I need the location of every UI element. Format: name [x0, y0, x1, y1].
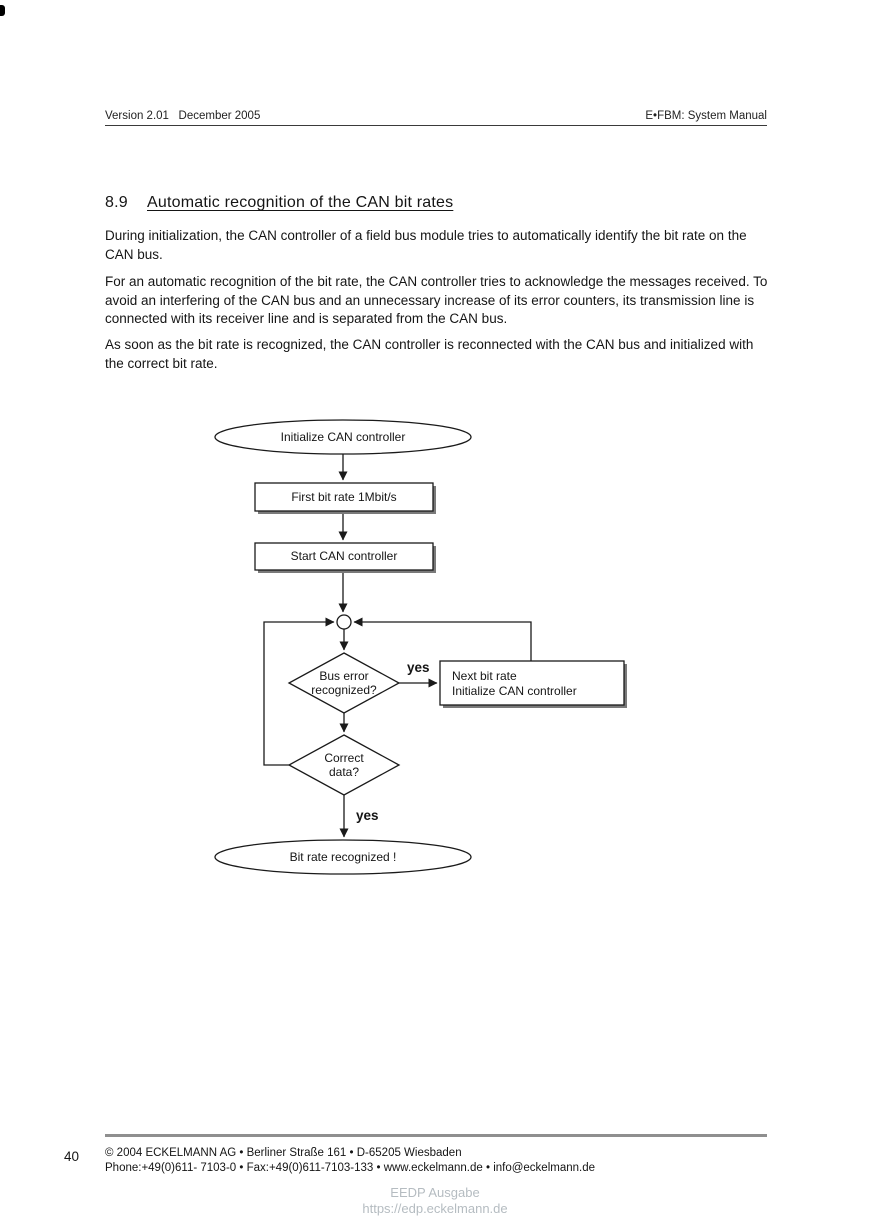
decision1-label-line1: Bus error — [319, 669, 369, 683]
section-title: Automatic recognition of the CAN bit rates — [147, 194, 454, 211]
decision1-label-line2: recognized? — [311, 683, 377, 697]
loop-nextbitrate-to-junction — [354, 622, 531, 661]
end-terminator-label: Bit rate recognized ! — [289, 850, 397, 864]
decision2-label-line2: data? — [328, 765, 360, 779]
footer-contact-line: Phone:+49(0)611- 7103-0 • Fax:+49(0)611-7103-133 • www.eckelmann.de • info@eckelmann.de — [105, 1162, 596, 1174]
footer-text — [105, 1146, 595, 1176]
step1-label: First bit rate 1Mbit/s — [291, 490, 397, 504]
decision2-yes-label: yes — [356, 808, 379, 823]
step2-label: Start CAN controller — [290, 549, 398, 563]
footer-rule — [105, 1134, 767, 1137]
section-number: 8.9 — [105, 194, 128, 211]
start-terminator-label: Initialize CAN controller — [280, 430, 406, 444]
header-version-date: Version 2.01 December 2005 — [105, 110, 261, 122]
watermark — [0, 1185, 870, 1216]
decision2-label-line1: Correct — [324, 751, 364, 765]
watermark-url: https://edp.eckelmann.de — [362, 1200, 508, 1216]
nextbitrate-label-line2: Initialize CAN controller — [452, 684, 577, 698]
header-manual-title: E•FBM: System Manual — [645, 110, 767, 122]
footer-copyright-line: © 2004 ECKELMANN AG • Berliner Straße 161 • D-65205 Wiesbaden — [105, 1147, 462, 1159]
junction-circle — [337, 615, 351, 629]
paragraph-2: For an automatic recognition of the bit rate, the CAN controller tries to acknowledge the messages received. To avoid an interfering of the CAN bus and an unnecessary increase of its error counters, its transmission line is connected with its receiver line and is separated from the CAN bus. — [105, 274, 768, 326]
paragraph-1: During initialization, the CAN controller of a field bus module tries to automatically identify the bit rate on the CAN bus. — [105, 228, 747, 262]
nextbitrate-box — [440, 661, 624, 705]
nextbitrate-label-line1: Next bit rate — [452, 669, 517, 683]
watermark-title: EEDP Ausgabe — [390, 1185, 480, 1200]
paragraph-3: As soon as the bit rate is recognized, the CAN controller is reconnected with the CAN bus and initialized with the correct bit rate. — [105, 337, 754, 371]
page-number: 40 — [64, 1149, 80, 1164]
decision1-yes-label: yes — [407, 660, 430, 675]
